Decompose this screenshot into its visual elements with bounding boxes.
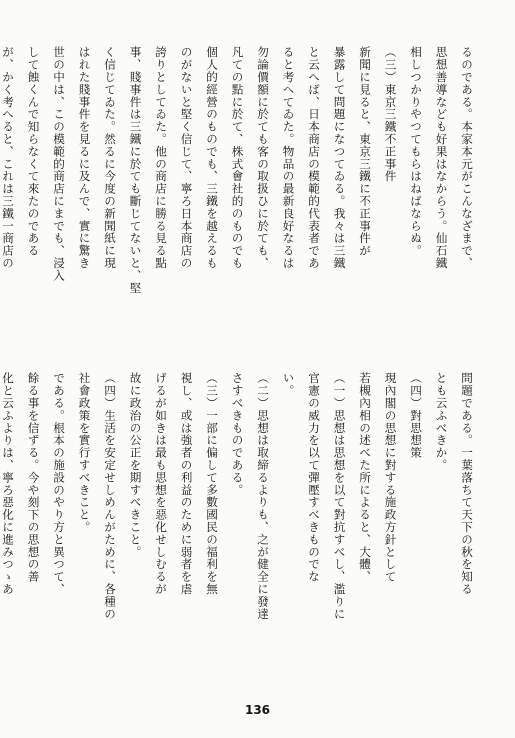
page-number: 136 [244,703,271,717]
text-column-bottom: 問題である。一葉落ちて天下の秋を知る とも云ふべきか。 （四）對思想策 現內閣の思想に對する施政方針として 若槻內相の述べた所によると、大體、 （一）思想は思想を以て對抗すべし、濫りに 官憲の威力を以て彈壓すべきものでな い。 （二）思想は取締るよりも、之が健全に發達 さすべきものである。 （三）一部に偏して多數國民の福利を無 視し、或は強者の利益のために弱者を虐 げるが如きは最も思想を惡化せしむるが 故に政治の公正を期すべきこと。 （四）生活を安定せしめんがために、各種の 社會政策を實行すべきこと。 である。根本の施設のやり方と異つて、 餘る事を信ずる。今や刻下の思想の善 化と云ふよりは、寧ろ惡化に進みつゝあ [1,372,474,620]
text-column-top: るのである。本家本元がこんなざまで、 思想善導なども好果はなからう。仙石鐵 相しつかりやつてもらはねばならぬ。 （三）東京三鐵不正事件 新聞に見ると、東京三鐵に不正事件が 暴露して問題になつてゐる。我々は三鐵 と云へば、日本商店の模範的代表者であ ると考へてゐた。物品の最新良好なるは 勿論價額に於ても客の取扱ひに於ても、 凡ての點に於て、株式會社的のものでも 個人的經營のものでも、三鐵を越えるも のがないと堅く信じて、寧ろ日本商店の 誇りとしてゐた。他の商店に勝る見る點 事、賤事件は三鐵に於ても斷じてないと、堅 く信じてゐた。然るに今度の新聞紙に現 はれた賤事件を見るに及んで、實に驚き 世の中は、この模範的商店にまでも、浸入 して蝕くんで知らなくて來たのである が、かく考へると、これは三鐵一商店の [1,46,474,294]
